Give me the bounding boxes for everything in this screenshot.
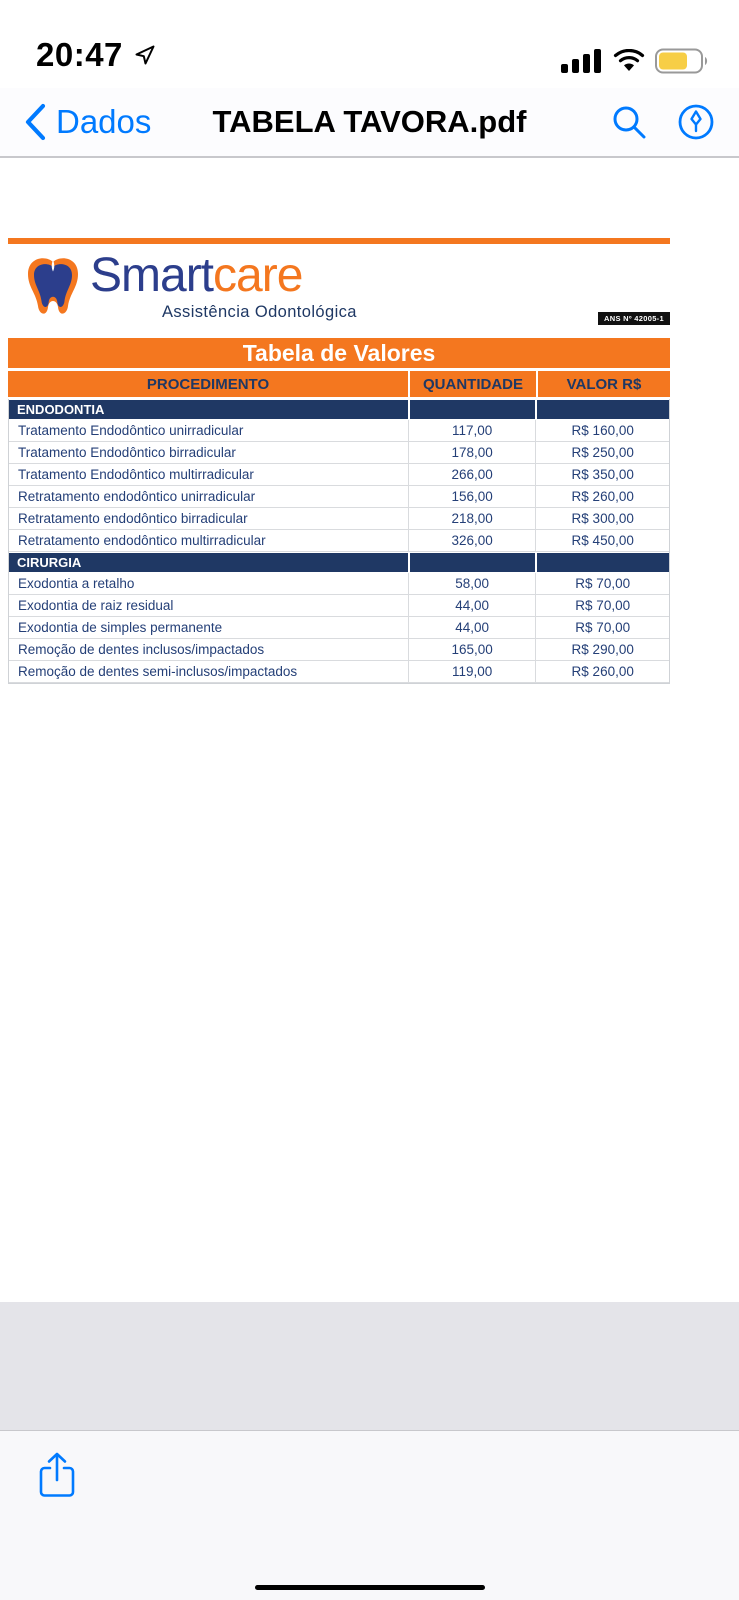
battery-icon (655, 48, 711, 74)
quantity-cell: 165,00 (408, 639, 536, 660)
procedure-cell: Exodontia a retalho (18, 576, 135, 591)
quantity-cell: 266,00 (408, 464, 536, 485)
quantity-cell: 44,00 (408, 595, 536, 616)
procedure-cell: Tratamento Endodôntico birradicular (18, 445, 236, 460)
back-button[interactable] (24, 103, 151, 141)
brand-wordmark (90, 248, 302, 303)
quantity-cell: 178,00 (408, 442, 536, 463)
nav-bar (0, 88, 739, 158)
procedure-cell: Exodontia de simples permanente (18, 620, 223, 635)
section-label: ENDODONTIA (17, 402, 105, 417)
quantity-cell: 218,00 (408, 508, 536, 529)
document-title: TABELA TAVORA.pdf (212, 104, 527, 139)
brand-logo (0, 249, 739, 332)
table-row (9, 639, 669, 661)
value-cell: R$ 290,00 (535, 639, 669, 660)
bottom-toolbar (0, 1430, 739, 1600)
column-header-procedure: PROCEDIMENTO (146, 375, 270, 393)
markup-pen-icon[interactable] (677, 103, 715, 141)
procedure-cell: Tratamento Endodôntico multirradicular (18, 467, 254, 482)
home-indicator[interactable] (255, 1585, 485, 1590)
quantity-cell: 326,00 (408, 530, 536, 551)
clock: 20:47 (36, 36, 123, 73)
quantity-cell: 119,00 (408, 661, 536, 682)
value-cell: R$ 250,00 (535, 442, 669, 463)
table-row (9, 573, 669, 595)
pdf-page[interactable] (0, 160, 739, 1302)
section-cell (535, 400, 669, 419)
brand-name-blue: Smart (90, 249, 214, 302)
value-cell: R$ 70,00 (535, 573, 669, 594)
column-header-quantity: QUANTIDADE (408, 371, 536, 397)
table-row (9, 617, 669, 639)
procedure-cell: Retratamento endodôntico unirradicular (18, 489, 256, 504)
procedure-cell: Remoção de dentes semi-inclusos/impactados (18, 664, 298, 679)
values-table (8, 338, 670, 684)
section-cell (535, 553, 669, 572)
table-row (9, 486, 669, 508)
wifi-icon (613, 49, 645, 73)
section-cell (408, 400, 536, 419)
back-label: Dados (56, 103, 152, 140)
table-section-row (9, 552, 669, 573)
section-label: CIRURGIA (17, 555, 82, 570)
value-cell: R$ 260,00 (535, 661, 669, 682)
procedure-cell: Retratamento endodôntico birradicular (18, 511, 248, 526)
brand-name-orange: care (213, 249, 303, 302)
column-header-value: VALOR R$ (536, 371, 670, 397)
table-row (9, 442, 669, 464)
section-cell (408, 553, 536, 572)
value-cell: R$ 70,00 (535, 617, 669, 638)
ans-registration-badge: ANS Nº 42005-1 (598, 312, 670, 325)
table-header-row (8, 371, 670, 397)
quantity-cell: 44,00 (408, 617, 536, 638)
value-cell: R$ 160,00 (535, 420, 669, 441)
scroll-background (0, 1302, 739, 1430)
quantity-cell: 156,00 (408, 486, 536, 507)
procedure-cell: Retratamento endodôntico multirradicular (18, 533, 266, 548)
signal-strength-icon (561, 48, 603, 74)
procedure-cell: Exodontia de raiz residual (18, 598, 174, 613)
tooth-logo-icon (22, 254, 84, 325)
brand-subtitle: Assistência Odontológica (162, 303, 357, 321)
procedure-cell: Tratamento Endodôntico unirradicular (18, 423, 244, 438)
table-row (9, 530, 669, 552)
quantity-cell: 58,00 (408, 573, 536, 594)
table-row (9, 420, 669, 442)
quantity-cell: 117,00 (408, 420, 536, 441)
value-cell: R$ 260,00 (535, 486, 669, 507)
table-title: Tabela de Valores (8, 338, 670, 368)
table-row (9, 464, 669, 486)
search-icon[interactable] (611, 104, 647, 140)
value-cell: R$ 300,00 (535, 508, 669, 529)
share-icon[interactable] (38, 1451, 76, 1499)
table-body (8, 399, 670, 684)
table-row (9, 508, 669, 530)
value-cell: R$ 70,00 (535, 595, 669, 616)
status-bar (0, 0, 739, 88)
table-row (9, 595, 669, 617)
location-arrow-icon (133, 43, 157, 67)
value-cell: R$ 350,00 (535, 464, 669, 485)
brand-rule (8, 238, 670, 244)
chevron-left-icon (24, 103, 46, 141)
value-cell: R$ 450,00 (535, 530, 669, 551)
table-section-row (9, 399, 669, 420)
table-row (9, 661, 669, 683)
procedure-cell: Remoção de dentes inclusos/impactados (18, 642, 265, 657)
